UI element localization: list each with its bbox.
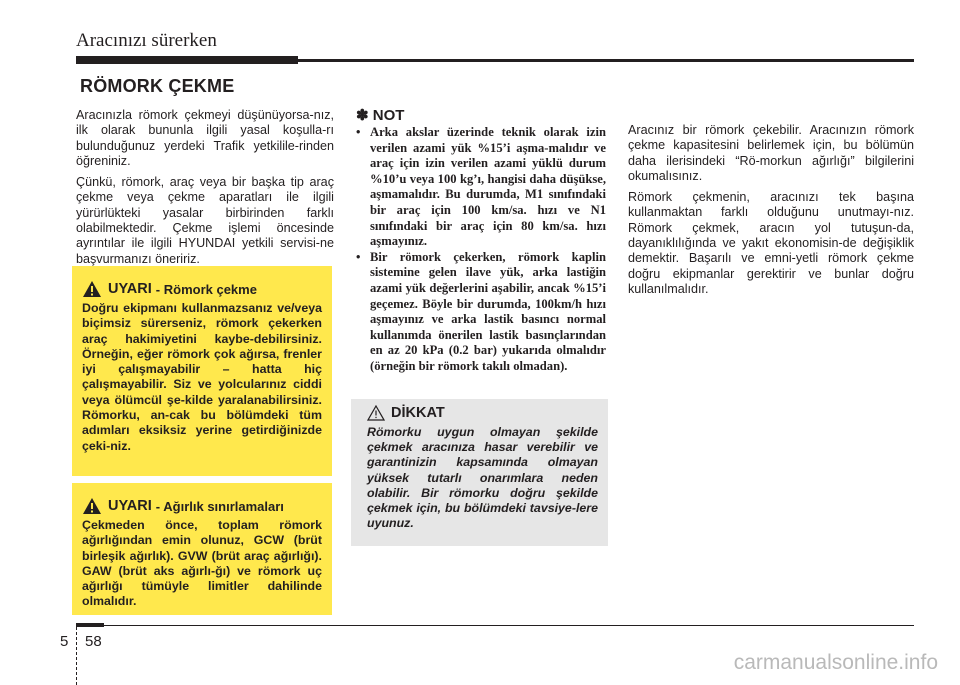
note-item xyxy=(356,250,606,375)
caution-triangle-icon xyxy=(367,405,385,421)
header-title: Aracınızı sürerken xyxy=(76,30,217,51)
caution-text: Römorku uygun olmayan şekilde çekmek aracınıza hasar verebilir ve garantinizin kapsamında olmayan yüksek tutarlı onarımlara neden olabilir. Bir römorku doğru şekilde çekmek için, bu bölümdeki tavsiye-lere uyunuz. xyxy=(367,425,598,531)
note-item-text: Bir römork çekerken, römork kaplin sistemine gelen ilave yük, arka lastiğin azami yük değerlerini aşabilir, ancak %15’i geçemez. Böyle bir durumda, 100km/h hızı aşmayınız ve arka lastik basıncı normal kullanımda önerilen lastik basınçlarından en az 20 kPa (0.2 bar) yukarıda olmalıdır (örneğin bir römork takılı olmadan). xyxy=(370,249,606,373)
footer-rule xyxy=(76,625,914,626)
intro-column xyxy=(76,108,334,273)
warning-text: Doğru ekipmanı kullanmazsanız ve/veya biçimsiz sürerseniz, römork çekerken araç hakimiyetini kaybe-debilirsiniz. Örneğin, eğer römork çok ağırsa, frenler iyi çalışmayabilir – hatta hiç çalışmayabilir. Siz ve yolcularınız ciddi veya ölümcül şe-kilde yaralanabilirsiniz. Römorku, an-cak bu bölümdeki tüm adımları eksiksiz yerine getirdiğinizde çeki-niz. xyxy=(82,301,322,453)
warning-text: Çekmeden önce, toplam römork ağırlığından emin olunuz, GCW (brüt birleşik ağırlık). GVW (brüt araç ağırlığı). GAW (brüt aks ağırlı-ğı) ve römork uç ağırlığı tümüyle limitler dahilinde olmalıdır. xyxy=(82,518,322,609)
warning-sublabel: - Ağırlık sınırlamaları xyxy=(155,498,284,514)
header-rule xyxy=(76,59,914,62)
note-label: NOT xyxy=(372,107,405,124)
right-column xyxy=(628,123,914,303)
note-header xyxy=(356,106,404,124)
bullet-icon: • xyxy=(356,125,361,139)
chapter-number: 5 xyxy=(60,633,69,650)
bullet-icon: • xyxy=(356,249,361,264)
caution-box xyxy=(351,399,608,546)
note-item-text: Arka akslar üzerinde teknik olarak izin verilen azami yük %15’i aşma-malıdır ve araç için izin verilen azami yüklü durum %10’u veya 100 kg’ı, hangisi daha düşükse, aşmamalıdır. Bu durumda, M1 sınıfındaki bir araç için 100 km/sa. hızı ve N1 sınıfındaki bir araç için 80 km/sa. hızı aşmayınız. xyxy=(370,125,606,249)
page-number: 58 xyxy=(85,633,102,650)
note-asterisk-icon: ✽ xyxy=(356,107,369,124)
warning-header xyxy=(72,266,332,298)
warning-label: UYARI xyxy=(108,281,152,297)
warning-label: UYARI xyxy=(108,498,152,514)
warning-triangle-icon xyxy=(82,497,102,515)
watermark: carmanualsonline.info xyxy=(733,651,938,674)
section-title: RÖMORK ÇEKME xyxy=(80,76,235,96)
note-list xyxy=(356,125,606,375)
warning-triangle-icon xyxy=(82,280,102,298)
note-item xyxy=(356,125,606,250)
intro-paragraph-2: Çünkü, römork, araç veya bir başka tip araç çekme veya çekme aparatları ile ilgili yürürlükteki yasalar birbirinden farklı olabilmektedir. Çekme işlemi öncesinde ayrıntılar ile ilgili HYUNDAI yetkili servisi-ne başvurmanızı öneririz. xyxy=(76,175,334,266)
warning-header xyxy=(72,483,332,515)
warning-box-towing xyxy=(72,266,332,476)
right-paragraph-2: Römork çekmenin, aracınızı tek başına kullanmaktan farklı olduğunu unutmayı-nız. Römork çekmek, aracın yol tutuşun-da, dayanıklılığında ve yakıt ekonomisin-de değişiklik demektir. Başarılı ve emni-yetli römork çekme doğru ekipmanlar gerektirir ve bunlar doğru kullanılmalıdır. xyxy=(628,190,914,296)
intro-paragraph-1: Aracınızla römork çekmeyi düşünüyorsa-nız, ilk olarak bununla ilgili yasal koşulla-rı bulunduğunuz yerdeki Trafik yetkilile-rinden öğreniniz. xyxy=(76,108,334,168)
right-paragraph-1: Aracınız bir römork çekebilir. Aracınızın römork çekme kapasitesini belirlemek için, bu bölümün daha ilerisindeki “Rö-morkun ağırlığı” bilgilerini okumalısınız. xyxy=(628,123,914,183)
warning-box-weight-limits xyxy=(72,483,332,615)
caution-header xyxy=(351,399,608,421)
caution-label: DİKKAT xyxy=(391,405,445,421)
warning-sublabel: - Römork çekme xyxy=(155,281,257,297)
footer-divider xyxy=(76,627,77,685)
